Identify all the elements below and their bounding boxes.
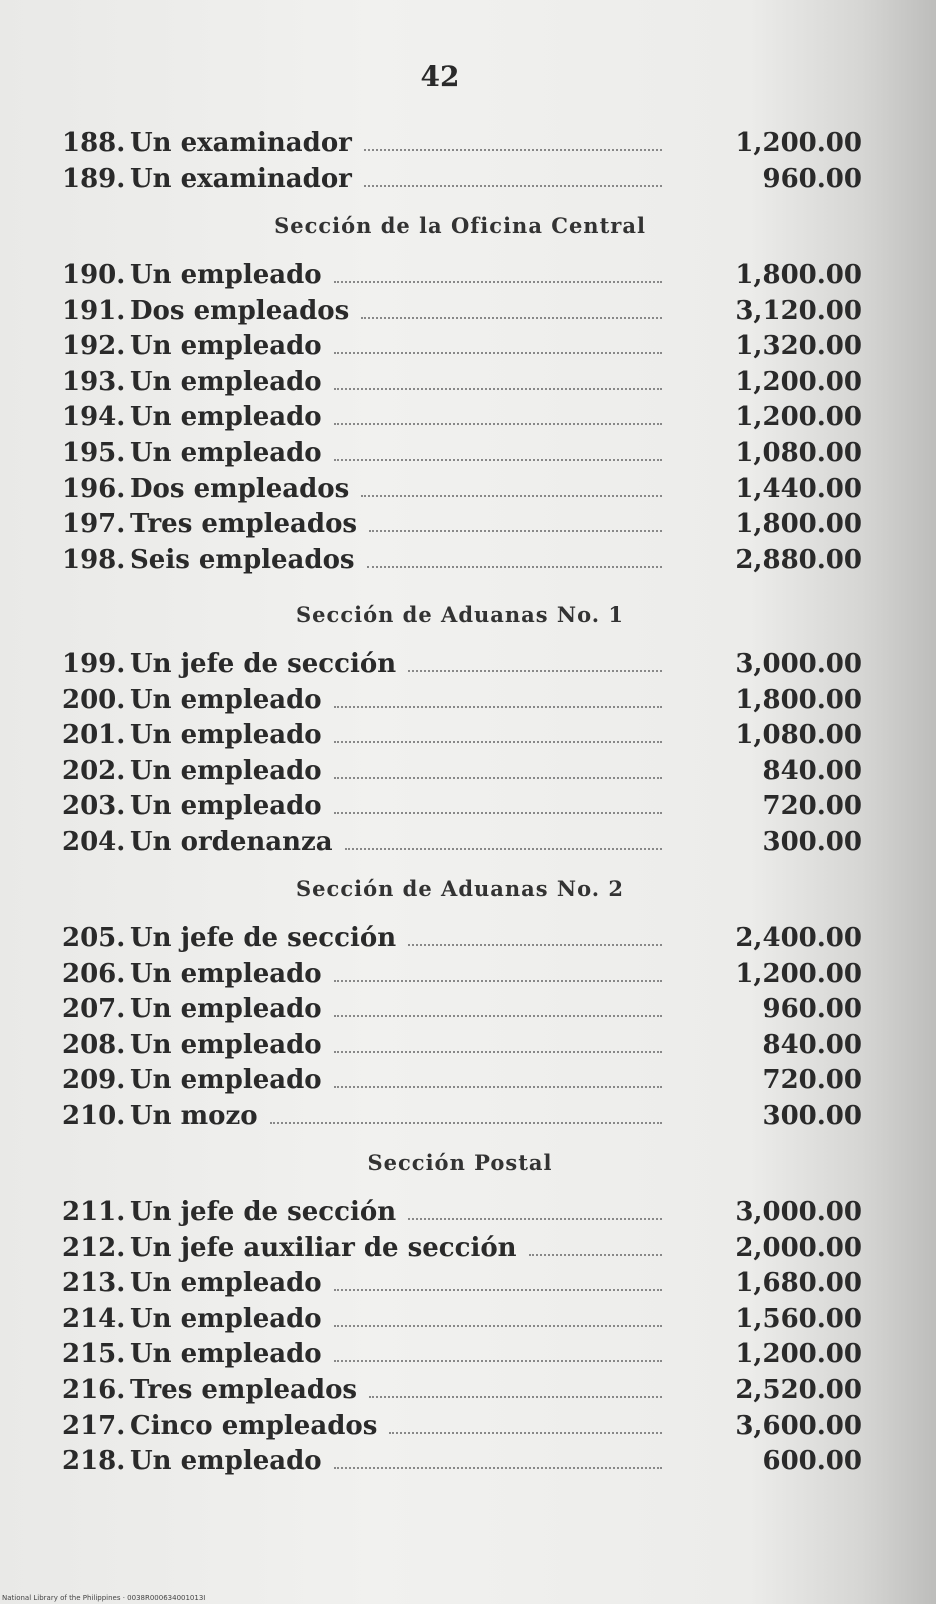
dot-leader [334,1015,662,1017]
dot-leader [364,149,662,151]
item-number: 198. [62,544,126,575]
item-number: 190. [62,260,126,290]
dot-leader [361,495,662,497]
item-amount: 300.00 [762,827,862,857]
item-number: 199. [62,649,126,679]
item-number: 211. [62,1197,126,1227]
item-label: Un ordenanza [130,827,333,857]
dot-leader [334,1086,662,1088]
dot-leader [389,1432,662,1434]
item-label: Un empleado [130,402,322,433]
item-label: Un empleado [130,331,322,362]
dot-leader [369,1396,662,1398]
item-number: 188. [62,128,126,158]
item-amount: 600.00 [762,1446,862,1477]
item-amount: 3,600.00 [735,1410,862,1441]
item-number: 204. [62,827,126,857]
item-label: Un jefe de sección [130,1197,397,1227]
dot-leader [334,1289,662,1291]
line-item [62,1101,862,1137]
item-label: Cinco empleados [130,1410,378,1441]
dot-leader [334,706,662,708]
dot-leader [364,185,662,187]
item-number: 189. [62,163,126,194]
line-item [62,367,862,403]
item-number: 201. [62,720,126,751]
dot-leader [270,1122,662,1124]
dot-leader [334,459,662,461]
item-label: Dos empleados [130,473,350,504]
item-number: 214. [62,1303,126,1334]
item-amount: 1,200.00 [735,366,862,397]
line-item [62,1268,862,1304]
item-label: Un empleado [130,1446,322,1477]
item-amount: 840.00 [762,755,862,786]
line-item [62,649,862,685]
item-number: 195. [62,438,126,468]
section-title: Sección de Aduanas No. 1 [296,602,624,627]
item-label: Seis empleados [130,544,355,575]
dot-leader [369,530,662,532]
item-label: Un empleado [130,1339,322,1370]
item-amount: 840.00 [762,1029,862,1060]
dot-leader [334,980,662,982]
line-item [62,1411,862,1447]
line-item [62,1375,862,1411]
page-number: 42 [420,60,460,93]
section-title: Sección de Aduanas No. 2 [296,876,624,901]
item-number: 208. [62,1029,126,1060]
item-label: Un examinador [130,163,352,194]
dot-leader [334,777,662,779]
line-item [62,128,862,164]
item-number: 209. [62,1065,126,1096]
section-title: Sección de la Oficina Central [274,213,646,238]
item-amount: 2,400.00 [735,923,862,953]
item-number: 194. [62,402,126,433]
item-amount: 1,440.00 [735,473,862,504]
line-item [62,1030,862,1066]
dot-leader [334,388,662,390]
line-item [62,791,862,827]
item-amount: 1,680.00 [735,1268,862,1299]
item-amount: 1,200.00 [735,402,862,433]
item-label: Un empleado [130,958,322,989]
item-label: Tres empleados [130,1375,358,1405]
line-item [62,1197,862,1233]
item-number: 196. [62,473,126,504]
item-label: Un empleado [130,791,322,822]
item-amount: 960.00 [762,994,862,1025]
item-number: 215. [62,1339,126,1370]
item-label: Un empleado [130,1303,322,1334]
line-item [62,164,862,200]
line-item [62,331,862,367]
line-item [62,1065,862,1101]
item-number: 212. [62,1232,126,1263]
item-amount: 2,880.00 [735,544,862,575]
section-title: Sección Postal [367,1150,553,1175]
item-number: 200. [62,684,126,715]
item-label: Un empleado [130,438,322,468]
item-number: 213. [62,1268,126,1299]
item-amount: 720.00 [762,1065,862,1096]
dot-leader [334,423,662,425]
item-number: 218. [62,1446,126,1477]
item-label: Un examinador [130,128,352,158]
item-amount: 1,800.00 [735,509,862,540]
item-amount: 1,200.00 [735,958,862,989]
item-number: 206. [62,958,126,989]
line-item [62,959,862,995]
item-amount: 1,800.00 [735,684,862,715]
item-label: Un empleado [130,366,322,397]
item-amount: 3,000.00 [735,1197,862,1227]
item-label: Un mozo [130,1101,258,1131]
item-number: 216. [62,1375,126,1405]
line-item [62,296,862,332]
item-label: Un empleado [130,260,322,290]
dot-leader [529,1254,662,1256]
item-label: Dos empleados [130,295,350,326]
dot-leader [408,1218,662,1220]
item-label: Un jefe auxiliar de sección [130,1232,517,1263]
line-item [62,545,862,581]
dot-leader [334,741,662,743]
line-item [62,509,862,545]
item-amount: 1,080.00 [735,720,862,751]
dot-leader [334,352,662,354]
dot-leader [334,812,662,814]
item-amount: 3,000.00 [735,649,862,679]
line-item [62,827,862,863]
dot-leader [334,1325,662,1327]
item-label: Un empleado [130,994,322,1025]
item-number: 191. [62,295,126,326]
dot-leader [334,1051,662,1053]
line-item [62,402,862,438]
dot-leader [334,281,662,283]
line-item [62,720,862,756]
item-amount: 2,000.00 [735,1232,862,1263]
item-amount: 3,120.00 [735,295,862,326]
item-label: Un empleado [130,720,322,751]
item-label: Un empleado [130,1268,322,1299]
item-label: Un empleado [130,755,322,786]
item-number: 197. [62,509,126,540]
line-item [62,923,862,959]
item-amount: 960.00 [762,163,862,194]
item-label: Un jefe de sección [130,923,397,953]
line-item [62,685,862,721]
footer-credit: National Library of the Philippines · 0038R000634001013I [2,1594,206,1602]
dot-leader [408,670,662,672]
line-item [62,1304,862,1340]
item-amount: 1,560.00 [735,1303,862,1334]
item-number: 210. [62,1101,126,1131]
item-label: Un empleado [130,684,322,715]
dot-leader [334,1360,662,1362]
item-number: 193. [62,366,126,397]
item-number: 192. [62,331,126,362]
item-amount: 2,520.00 [735,1375,862,1405]
line-item [62,1446,862,1482]
line-item [62,438,862,474]
line-item [62,260,862,296]
line-item [62,756,862,792]
item-number: 217. [62,1410,126,1441]
item-label: Un empleado [130,1029,322,1060]
item-label: Un empleado [130,1065,322,1096]
item-label: Un jefe de sección [130,649,397,679]
dot-leader [345,848,662,850]
item-number: 203. [62,791,126,822]
line-item [62,994,862,1030]
item-amount: 1,200.00 [735,128,862,158]
item-amount: 720.00 [762,791,862,822]
item-amount: 300.00 [762,1101,862,1131]
dot-leader [361,317,662,319]
item-amount: 1,080.00 [735,438,862,468]
line-item [62,474,862,510]
line-item [62,1339,862,1375]
dot-leader [334,1467,662,1469]
item-amount: 1,800.00 [735,260,862,290]
item-amount: 1,200.00 [735,1339,862,1370]
item-amount: 1,320.00 [735,331,862,362]
item-number: 207. [62,994,126,1025]
item-number: 202. [62,755,126,786]
item-label: Tres empleados [130,509,358,540]
item-number: 205. [62,923,126,953]
dot-leader [408,944,662,946]
line-item [62,1233,862,1269]
dot-leader [367,566,662,568]
